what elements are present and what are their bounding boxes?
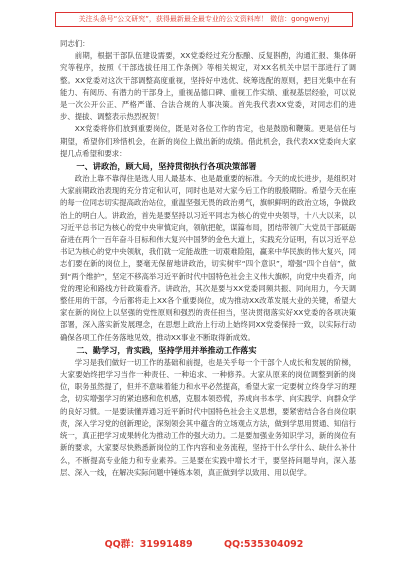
section-heading: 二、勤学习，肯实践，坚持学用并举推动工作落实 — [76, 344, 257, 355]
intro-paragraph: XX党委将你们放到重要岗位，既是对各位工作的肯定，也是鼓励和鞭策。更是信任与期望，希望你们珍惜机会，在新的岗位上做出新的成绩。借此机会，我代表XX党委向大家提几点希望和要求： — [60, 124, 356, 158]
promo-banner: 关注头条号“公文研究”，获得最新最全最专业的公文资料库！ 微信：gongwenyj — [55, 12, 353, 27]
qq-group: QQ群：31991489 — [104, 539, 193, 550]
document-body — [60, 38, 356, 479]
section-heading: 一、讲政治，顾大局，坚持贯彻执行各项决策部署 — [76, 161, 257, 172]
section-paragraph: 学习是我们做好一切工作的基础和前提，也是关乎每一个干部个人成长和发展的阶梯，大家要始终把学习当作一种责任、一种追求、一种修养。大家从原来的岗位调整到新的岗位，职务虽然提了，但并不意味着能力和水平必然提高，希望大家一定要树立终身学习的理念，切实增强学习的紧迫感和危机感，克服本领恐慌，养成向书本学、向实践学、向群众学的良好习惯。一是要读懂弄通习近平新时代中国特色社会主义思想，要紧密结合各自岗位职责，深入学习党的创新理论，深刻领会其中蕴含的立场观点方法，做到学思用贯通、知信行统一，真正把学习成果转化为推动工作的强大动力。二是要加强业务知识学习，新的岗位有新的要求，大家要尽快熟悉新岗位的工作内容和业务流程，坚持干什么学什么、缺什么补什么，不断提高专业能力和专业素养。三是要在实践中增长才干，要坚持问题导向，深入基层、深入一线，在解决实际问题中锤炼本领，真正做到学以致用、用以促学。 — [60, 357, 356, 477]
qq-number: QQ:535304092 — [223, 539, 304, 550]
salutation: 同志们： — [60, 39, 90, 48]
section-paragraph: 政治上靠不靠得住是选人用人最基本、也是最重要的标准。今天的成长进步，是组织对大家前期政治表现的充分肯定和认可，同时也是对大家今后工作的殷殷期盼。希望今天在座的每一位同志切实提高政治站位，重温坚强无畏的政治勇气，旗帜鲜明的政治立场，争做政治上的明白人。讲政治，首先是要坚持以习近平同志为核心的党中央领导，十八大以来，以习近平总书记为核心的党中央审慎定向，领航把舵，谋篇布局，团结带领广大党员干部砥砺奋进在两个一百年奋斗目标和伟大复兴中国梦的金色大道上，实践充分证明，有以习近平总书记为核心的党中央领航，我们就一定能战胜一切艰难险阻，赢来中华民族的伟大复兴，同志们要在新的岗位上，要毫无保留地讲政治，切实树牢“四个意识”，增强“四个自信”，做到“两个维护”，坚定不移高举习近平新时代中国特色社会主义伟大旗帜，向党中央看齐，向党的理论和路线方针政策看齐。讲政治，其次是要与XX党委同频共振、同向用力，今天调整任用的干部，今后都将走上XX各个重要岗位，成为推动XX改革发展大业的关键，希望大家在新的岗位上以坚强的党性原则和强烈的责任担当，坚决贯彻落实好XX党委的各项决策部署，深入落实新发展理念，在思想上政治上行动上始终同XX党委保持一致，以实际行动确保各项工作任务落地见效，推动XX事业不断取得新成效。 — [60, 174, 356, 342]
contact-footer — [0, 536, 408, 550]
intro-paragraph: 前期，根据干部队伍建设需要，XX党委经过充分酝酿、反复斟酌，沟通汇报、集体研究等程序，按照《干部选拔任用工作条例》等相关规定，对XX名机关中层干部进行了调整。XX党委对这次干部调整高度重视，坚持好中选优、统筹选配的原则，把目光集中在有能力、有阅历、有潜力的干部身上，重视品德口碑、重视工作实绩、重视基层经验，可以说是一次公开公正、严格严谨、合法合规的人事决策。首先我代表XX党委，对同志们的进步、提拔、调整表示热烈祝贺！ — [60, 51, 356, 122]
